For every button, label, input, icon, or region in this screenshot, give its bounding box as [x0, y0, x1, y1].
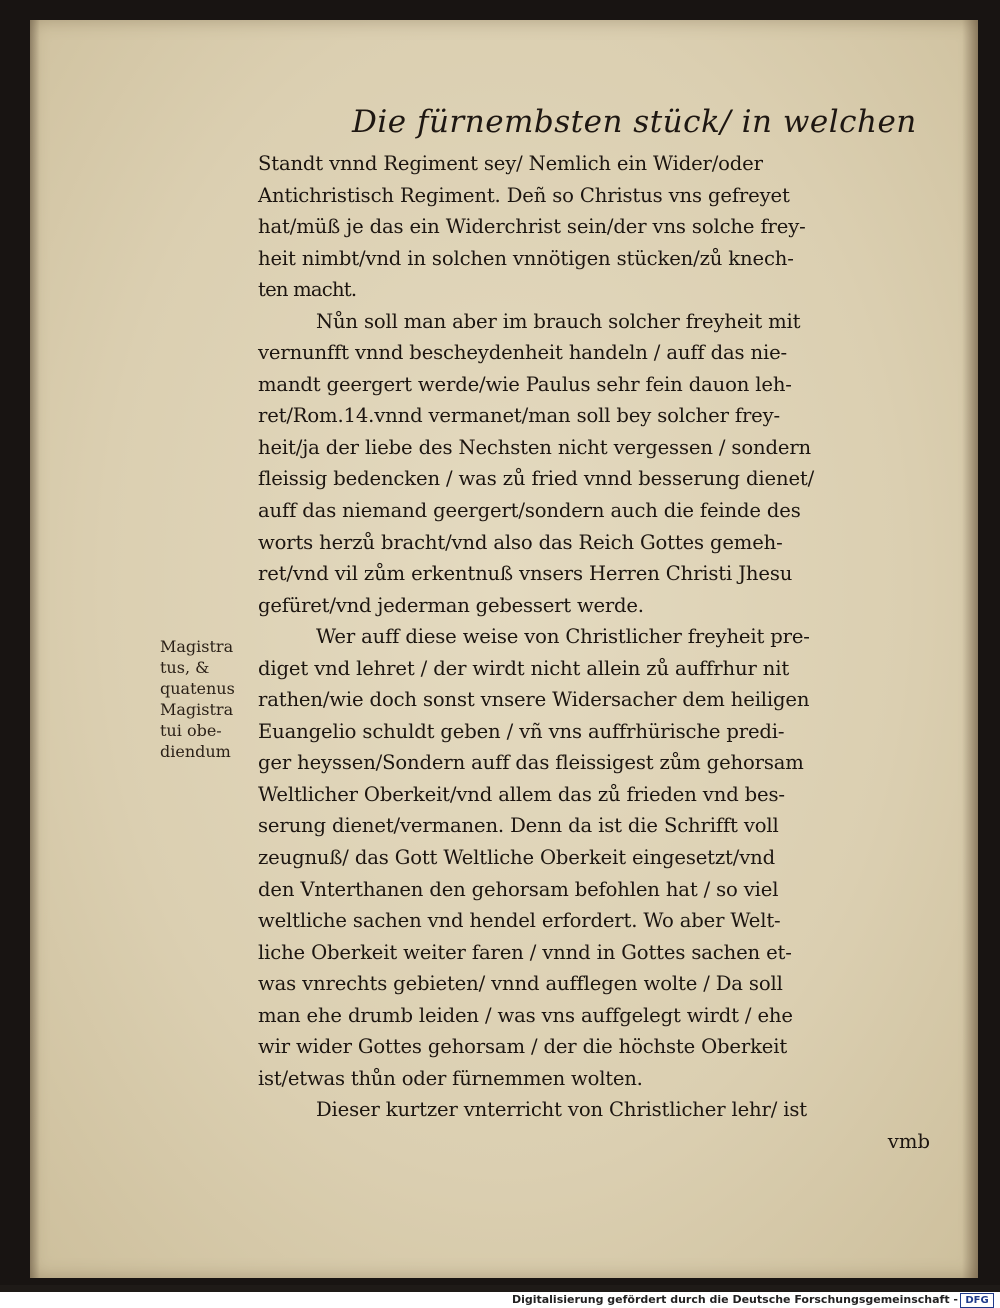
text-line: weltliche sachen vnd hendel erfordert. Wo aber Welt- [258, 909, 781, 933]
marginal-note-line: tui obe- [160, 721, 222, 740]
text-line: Standt vnnd Regiment sey/ Nemlich ein Wider/oder [258, 152, 763, 175]
text-line: den Vnterthanen den gehorsam befohlen hat / so viel [258, 877, 779, 901]
text-line: vmb [887, 1129, 930, 1153]
text-line: Nůn soll man aber im brauch solcher freyheit mit [316, 309, 801, 333]
text-line: Antichristisch Regiment. Deñ so Christus vns gefreyet [258, 183, 790, 207]
dfg-logo: DFG [960, 1293, 994, 1308]
footer-credit: Digitalisierung gefördert durch die Deutsche Forschungsgemeinschaft - [511, 1293, 958, 1306]
text-line: rathen/wie doch sonst vnsere Widersacher dem heiligen [258, 688, 810, 712]
marginal-note-line: diendum [160, 742, 231, 761]
text-line: wir wider Gottes gehorsam / der die höchste Oberkeit [258, 1035, 788, 1059]
text-line: man ehe drumb leiden / was vns auffgelegt wirdt / ehe [258, 1003, 793, 1027]
text-line: was vnrechts gebieten/ vnnd aufflegen wolte / Da soll [258, 972, 783, 996]
text-line: heit/ja der liebe des Nechsten nicht vergessen / sondern [258, 435, 812, 459]
text-line: gefüret/vnd jederman gebessert werde. [258, 593, 644, 617]
marginal-note-line: tus, & [160, 658, 210, 677]
text-line: fleissig bedencken / was zů fried vnnd besserung dienet/ [258, 467, 815, 491]
text-line: Wer auff diese weise von Christlicher freyheit pre- [316, 625, 810, 649]
text-line: hat/müß je das ein Widerchrist sein/der vns solche frey- [258, 215, 806, 239]
marginal-note-line: Magistra [160, 700, 234, 719]
text-line: worts herzů bracht/vnd also das Reich Gottes gemeh- [258, 530, 783, 554]
text-line: ten macht. [258, 278, 357, 302]
text-line: serung dienet/vermanen. Denn da ist die Schrifft voll [258, 814, 779, 838]
text-line: Weltlicher Oberkeit/vnd allem das zů frieden vnd bes- [258, 782, 785, 806]
body-text [258, 148, 938, 1158]
text-line: ret/Rom.14.vnnd vermanet/man soll bey solcher frey- [258, 404, 780, 428]
text-line: ger heyssen/Sondern auff das fleissigest zům gehorsam [258, 751, 804, 775]
text-line: diget vnd lehret / der wirdt nicht allein zů auffrhur nit [258, 656, 790, 680]
text-line: heit nimbt/vnd in solchen vnnötigen stücken/zů knech- [258, 246, 794, 270]
text-line: ist/etwas thůn oder fürnemmen wolten. [258, 1066, 643, 1090]
marginal-note-line: quatenus [160, 679, 235, 698]
page-edge [962, 20, 978, 1278]
text-line: ret/vnd vil zům erkentnuß vnsers Herren Christi Jhesu [258, 562, 793, 586]
text-line: Dieser kurtzer vnterricht von Christlicher lehr/ ist [316, 1098, 807, 1122]
marginal-note-line: Magistra [160, 637, 234, 656]
text-line: mandt geergert werde/wie Paulus sehr fein dauon leh- [258, 372, 792, 396]
gutter-shadow [30, 20, 40, 1278]
running-header: Die fürnembsten stück/ in welchen [352, 104, 917, 140]
text-line: vernunfft vnnd bescheydenheit handeln / auff das nie- [258, 341, 788, 365]
text-line: zeugnuß/ das Gott Weltliche Oberkeit eingesetzt/vnd [258, 846, 775, 870]
text-line: auff das niemand geergert/sondern auch die feinde des [258, 499, 801, 523]
text-line: liche Oberkeit weiter faren / vnnd in Gottes sachen et- [258, 940, 792, 964]
text-line: Euangelio schuldt geben / vñ vns auffrhürische predi- [258, 719, 785, 743]
marginal-note [160, 636, 260, 762]
